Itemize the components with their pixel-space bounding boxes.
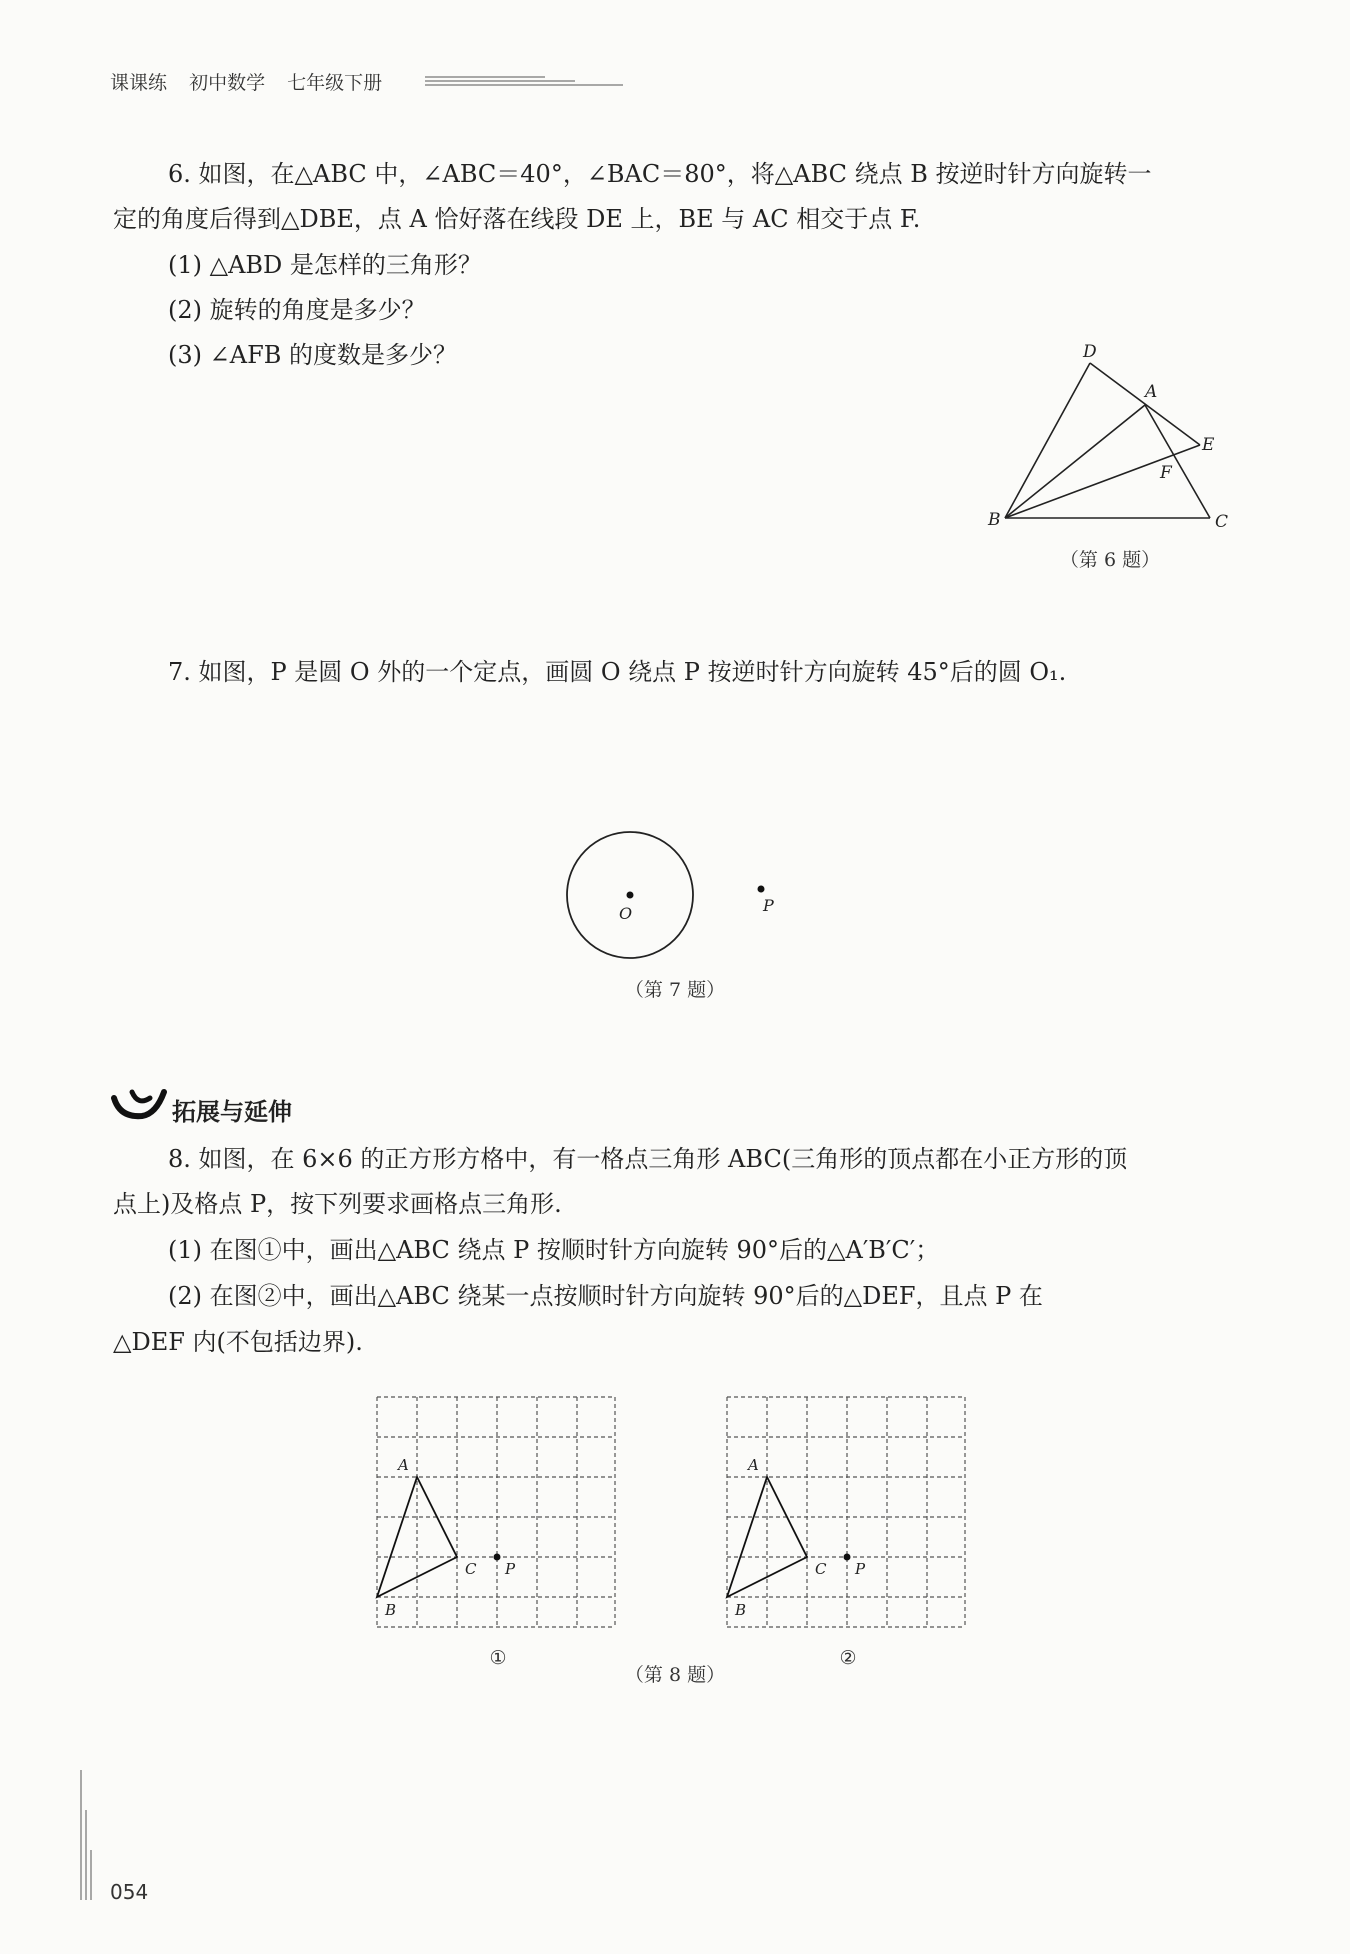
- q6-sub1: (1) △ABD 是怎样的三角形？: [168, 251, 482, 279]
- q8-caption: （第 8 题）: [624, 1664, 726, 1686]
- q8-sub2b: △DEF 内(不包括边界).: [113, 1328, 363, 1356]
- q7-figure: [555, 825, 795, 970]
- q6-segment-BA: [1005, 405, 1145, 518]
- q8-fig1-label-B: B: [385, 1601, 397, 1619]
- q8-fig1-point-P: [494, 1554, 501, 1561]
- q6-sub3: (3) ∠AFB 的度数是多少？: [168, 341, 457, 369]
- q6-segment-DE: [1090, 363, 1200, 445]
- q6-figure: [980, 335, 1240, 535]
- q8-fig1-label-C: C: [465, 1560, 477, 1578]
- q6-label-F: F: [1160, 463, 1172, 483]
- q6-label-D: D: [1083, 342, 1097, 362]
- q8-line2: 点上)及格点 P，按下列要求画格点三角形.: [113, 1190, 562, 1218]
- q8-fig2-point-P: [844, 1554, 851, 1561]
- section-title: 拓展与延伸: [172, 1098, 292, 1126]
- q7-point-P: [758, 886, 765, 893]
- q7-label-P: P: [763, 896, 774, 915]
- q6-caption: （第 6 题）: [1059, 549, 1161, 571]
- q8-fig2-label-B: B: [735, 1601, 747, 1619]
- running-header: [110, 68, 398, 95]
- section-swoosh-icon: [110, 1084, 168, 1124]
- margin-decoration-lines: [78, 1770, 98, 1900]
- q6-label-B: B: [988, 510, 1001, 530]
- q8-grid-figure-2: [720, 1390, 970, 1635]
- q7-label-O: O: [619, 904, 633, 923]
- q8-fig1-label-P: P: [505, 1560, 516, 1578]
- header-book: 课课练: [110, 72, 168, 94]
- q8-fig2-label: ②: [839, 1647, 857, 1669]
- q8-fig2-label-P: P: [855, 1560, 866, 1578]
- q6-label-C: C: [1215, 512, 1229, 532]
- q8-grid-figure-1: [370, 1390, 620, 1635]
- q8-sub1: (1) 在图①中，画出△ABC 绕点 P 按顺时针方向旋转 90°后的△A′B′C′；: [168, 1236, 940, 1264]
- q7-line1: 7. 如图，P 是圆 O 外的一个定点，画圆 O 绕点 P 按逆时针方向旋转 45°后的圆 O₁.: [168, 658, 1067, 686]
- q7-center-O: [627, 892, 634, 899]
- q6-line2: 定的角度后得到△DBE，点 A 恰好落在线段 DE 上，BE 与 AC 相交于点 F.: [113, 205, 921, 233]
- page-number: 054: [110, 1880, 149, 1904]
- q8-fig2-label-A: A: [748, 1456, 759, 1474]
- q8-fig1-label: ①: [489, 1647, 507, 1669]
- q8-line1: 8. 如图，在 6×6 的正方形方格中，有一格点三角形 ABC(三角形的顶点都在小正方形的顶: [168, 1145, 1128, 1173]
- q6-line1: 6. 如图，在△ABC 中，∠ABC＝40°，∠BAC＝80°，将△ABC 绕点 B 按逆时针方向旋转一: [168, 160, 1152, 188]
- q6-label-E: E: [1202, 435, 1215, 455]
- q8-fig1-label-A: A: [398, 1456, 409, 1474]
- q8-sub2a: (2) 在图②中，画出△ABC 绕某一点按顺时针方向旋转 90°后的△DEF，且点 P 在: [168, 1282, 1043, 1310]
- header-grade: 七年级下册: [287, 72, 383, 94]
- q6-label-A: A: [1145, 382, 1158, 402]
- header-level: 初中数学: [189, 72, 266, 94]
- q6-segment-BD: [1005, 363, 1090, 518]
- q8-fig2-label-C: C: [815, 1560, 827, 1578]
- header-rule-lines: [425, 75, 623, 89]
- q7-caption: （第 7 题）: [624, 979, 726, 1001]
- q6-sub2: (2) 旋转的角度是多少？: [168, 296, 426, 324]
